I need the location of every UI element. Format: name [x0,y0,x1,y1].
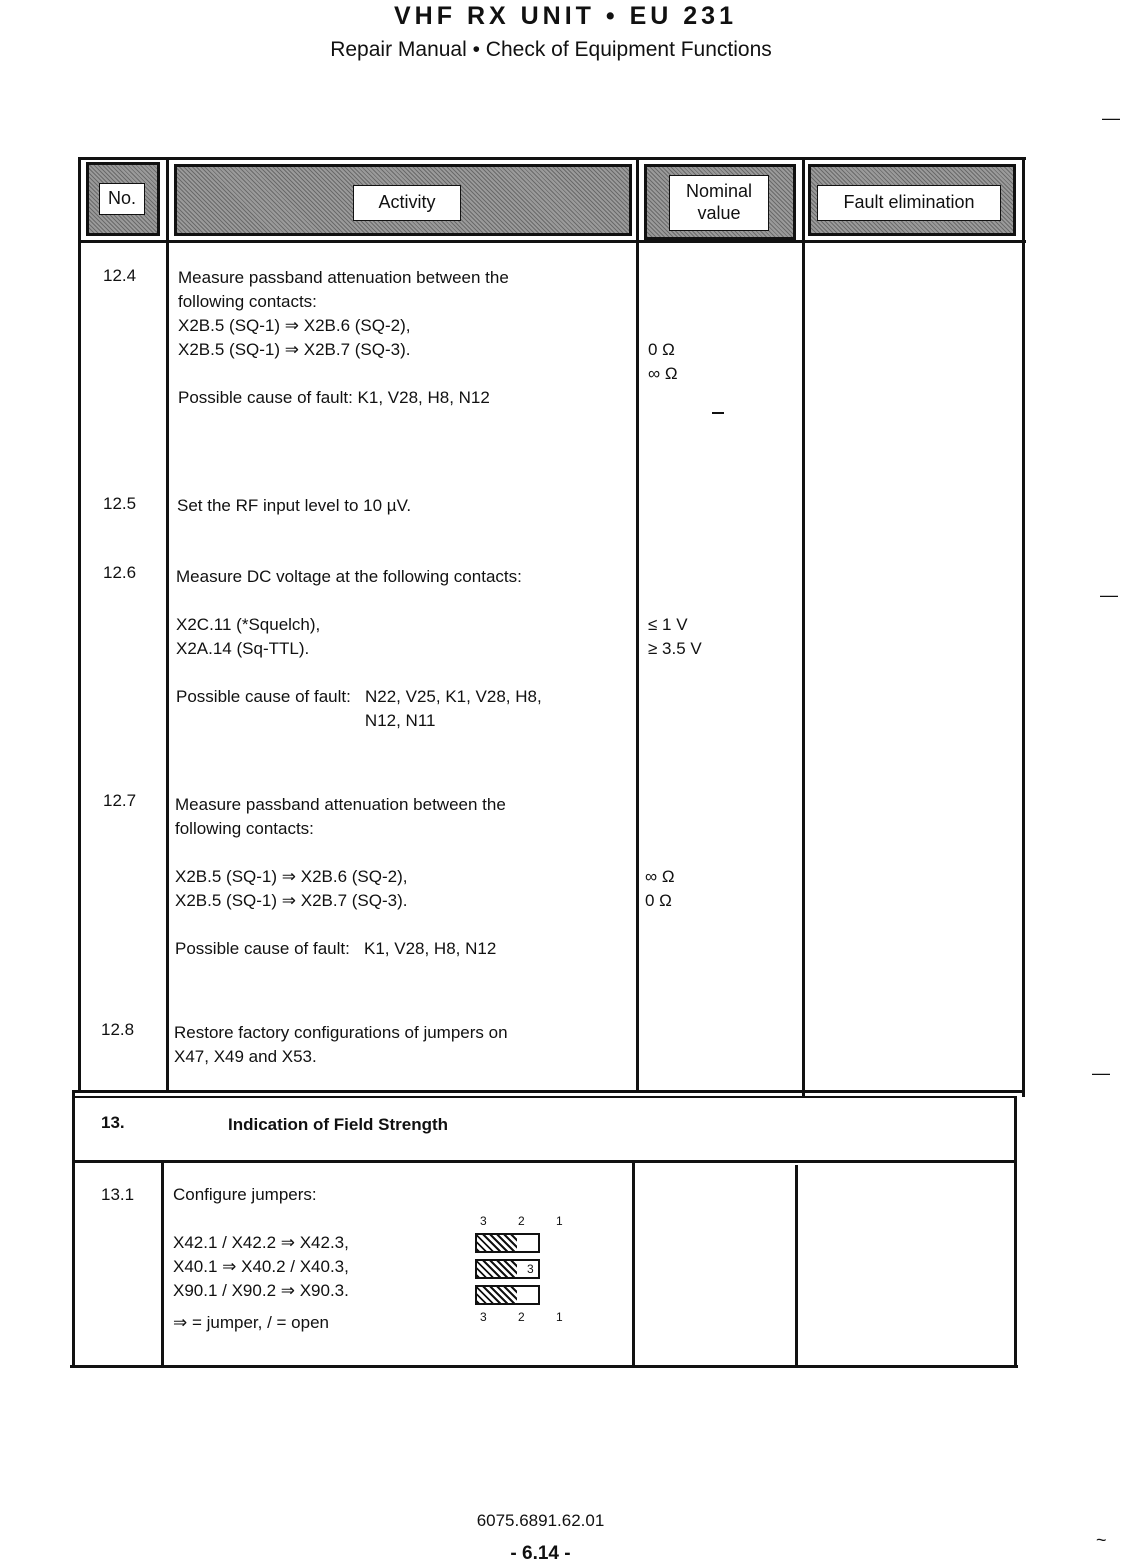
stray-mark [712,412,724,414]
row-number: 12.5 [103,494,137,513]
margin-mark: — [1100,585,1118,605]
row-nominal: 0 Ω ∞ Ω [648,340,678,383]
row-number: 12.6 [103,563,137,582]
document-title: VHF RX UNIT • EU 231 [394,2,737,30]
row-number: 13.1 [101,1185,135,1204]
jumper-x90 [475,1285,540,1305]
row-number: 12.4 [103,266,137,285]
jumper-x40 [475,1259,540,1279]
column-header-no: No. [99,183,145,215]
row-activity: Restore factory configurations of jumpers on X47, X49 and X53. [174,1023,508,1066]
page-number: - 6.14 - [510,1543,571,1564]
row-number: 12.8 [101,1020,135,1039]
row-activity: Set the RF input level to 10 µV. [177,496,412,515]
jumper-pin-numbers-bottom: 3 2 1 [480,1310,577,1324]
jumper-x42 [475,1233,540,1253]
section-number: 13. [101,1113,125,1132]
row-activity: Configure jumpers: X42.1 / X42.2 ⇒ X42.3, X40.1 ⇒ X40.2 / X40.3, X90.1 / X90.2 ⇒ X90.3. ⇒ = jumper, / = open [173,1185,349,1332]
document-subtitle: Repair Manual • Check of Equipment Functions [330,38,772,61]
column-header-nominal: Nominal value [669,175,769,231]
column-header-fault: Fault elimination [817,185,1001,221]
column-header-activity: Activity [353,185,461,221]
margin-mark: — [1102,108,1120,128]
header-nominal-cell [644,164,796,240]
jumper-pin-numbers-top: 3 2 1 [480,1214,577,1228]
row-nominal: ≤ 1 V ≥ 3.5 V [648,615,702,658]
row-nominal: ∞ Ω 0 Ω [645,867,675,910]
row-activity: Measure passband attenuation between the following contacts: X2B.5 (SQ-1) ⇒ X2B.6 (SQ-2), X2B.5 (SQ-1) ⇒ X2B.7 (SQ-3). Possible cause of fault: K1, V28, H8, N12 [175,795,506,958]
margin-mark: — [1092,1063,1110,1083]
row-number: 12.7 [103,791,137,810]
margin-mark: ~ [1096,1530,1107,1550]
jumper-x40-label: 3 [527,1262,534,1276]
header-no-cell [86,162,160,236]
header-activity-cell [174,164,632,236]
section-title: Indication of Field Strength [228,1115,449,1134]
document-number: 6075.6891.62.01 [476,1511,605,1530]
header-fault-cell [808,164,1016,236]
row-activity: Measure passband attenuation between the following contacts: X2B.5 (SQ-1) ⇒ X2B.6 (SQ-2), X2B.5 (SQ-1) ⇒ X2B.7 (SQ-3). Possible cause of fault: K1, V28, H8, N12 [178,268,509,407]
row-activity: Measure DC voltage at the following contacts: X2C.11 (*Squelch), X2A.14 (Sq-TTL). Possible cause of fault: N22, V25, K1, V28, H8, N12, N11 [176,567,542,730]
